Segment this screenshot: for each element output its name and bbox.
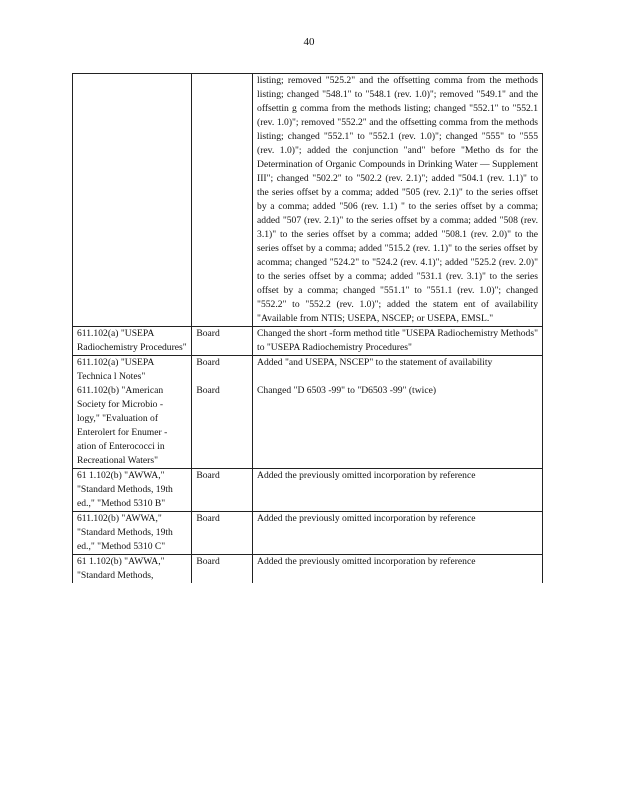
amendments-table — [72, 73, 543, 583]
source-cell — [192, 74, 253, 327]
source-cell: Board — [192, 469, 253, 512]
table-row — [73, 512, 543, 555]
section-cell: 611.102(a) "USEPA Technica l Notes" — [73, 356, 192, 385]
section-cell: 611.102(b) "AWWA," "Standard Methods, 19th ed.," "Method 5310 C" — [73, 512, 192, 555]
table-row — [73, 384, 543, 469]
table-row — [73, 469, 543, 512]
table-row — [73, 327, 543, 356]
page-number: 40 — [303, 36, 315, 48]
source-cell: Board — [192, 327, 253, 356]
revision-cell: Added the previously omitted incorporation by reference — [253, 512, 543, 555]
section-cell — [73, 74, 192, 327]
revision-cell: Changed "D 6503 -99" to "D6503 -99" (twice) — [253, 384, 543, 469]
section-cell: 61 1.102(b) "AWWA," "Standard Methods, — [73, 555, 192, 584]
source-cell: Board — [192, 512, 253, 555]
revision-cell: Added the previously omitted incorporation by reference — [253, 469, 543, 512]
section-cell: 611.102(a) "USEPA Radiochemistry Procedures" — [73, 327, 192, 356]
revision-cell: listing; removed "525.2" and the offsetting comma from the methods listing; changed "548.1" to "548.1 (rev. 1.0)"; removed "549.1" and the offsettin g comma from the methods listing; changed "552.1" to "552.1 (rev. 1.0)"; removed "552.2" and the offsetting comma from the methods listing; changed "552.1" to "552.1 (rev. 1.0)"; changed "555" to "555 (rev. 1.0)"; added the conjunction "and" before "Metho ds for the Determination of Organic Compounds in Drinking Water — Supplement III"; changed "502.2" to "502.2 (rev. 2.1)"; added "504.1 (rev. 1.1)" to the series offset by a comma; added "505 (rev. 2.1)" to the series offset by a comma; added "506 (rev. 1.1) " to the series offset by a comma; added "507 (rev. 2.1)" to the series offset by a comma; added "508 (rev. 3.1)" to the series offset by a comma; added "508.1 (rev. 2.0)" to the series offset by a comma; added "515.2 (rev. 1.1)" to the series offset by acomma; changed "524.2" to "524.2 (rev. 4.1)"; added "525.2 (rev. 2.0)" to the series offset by a comma; added "531.1 (rev. 3.1)" to the series offset by a comma; changed "551.1" to "551.1 (rev. 1.0)"; changed "552.2" to "552.2 (rev. 1.0)"; added the statem ent of availability "Available from NTIS; USEPA, NSCEP; or USEPA, EMSL." — [253, 74, 543, 327]
source-cell: Board — [192, 356, 253, 385]
table-row — [73, 555, 543, 584]
source-cell: Board — [192, 555, 253, 584]
revision-cell: Added the previously omitted incorporation by reference — [253, 555, 543, 584]
source-cell: Board — [192, 384, 253, 469]
table-row — [73, 74, 543, 327]
revision-cell: Added "and USEPA, NSCEP" to the statement of availability — [253, 356, 543, 385]
section-cell: 61 1.102(b) "AWWA," "Standard Methods, 19th ed.," "Method 5310 B" — [73, 469, 192, 512]
revision-cell: Changed the short -form method title "USEPA Radiochemistry Methods" to "USEPA Radiochemistry Procedures" — [253, 327, 543, 356]
section-cell: 611.102(b) "American Society for Microbio - logy," "Evaluation of Enterolert for Enumer - ation of Enterococci in Recreational Waters" — [73, 384, 192, 469]
table-row — [73, 356, 543, 385]
